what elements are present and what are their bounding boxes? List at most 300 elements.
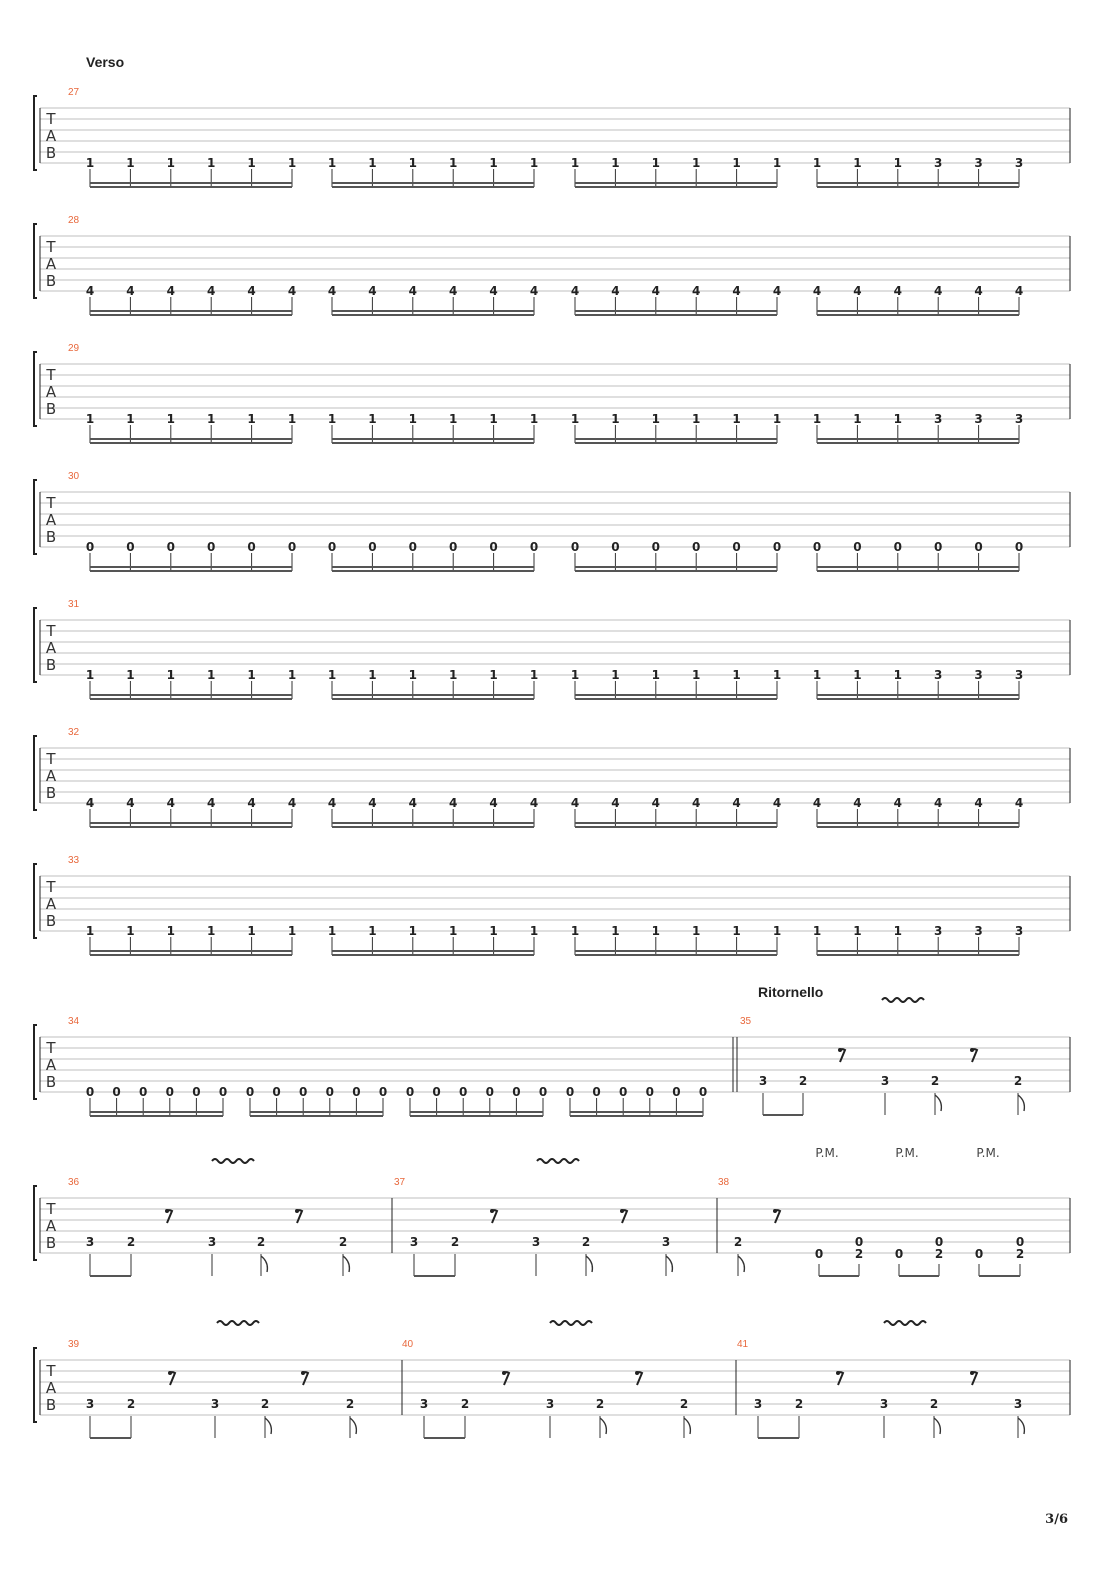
fret-number: 1 (772, 924, 782, 938)
fret-number: 3 (85, 1397, 95, 1411)
fret-number: 4 (166, 284, 175, 298)
fret-number: 1 (529, 668, 539, 682)
fret-number: 1 (368, 156, 377, 170)
fret-number: 4 (651, 796, 660, 810)
tab-clef-b: B (45, 144, 57, 162)
system-brace (34, 736, 37, 810)
fret-number: 1 (570, 412, 580, 426)
fret-number: 1 (611, 668, 620, 682)
fret-number: 4 (449, 796, 458, 810)
measure-number: 33 (68, 855, 80, 866)
fret-number: 4 (974, 796, 983, 810)
measure-number: 35 (740, 1016, 752, 1027)
fret-number: 0 (529, 540, 539, 554)
fret-number: 1 (692, 156, 701, 170)
fret-number: 1 (611, 156, 620, 170)
fret-number: 4 (1014, 796, 1024, 810)
fret-number: 3 (758, 1074, 768, 1088)
fret-number: 0 (139, 1085, 148, 1099)
fret-number: 0 (85, 1085, 95, 1099)
measure-number: 31 (68, 599, 80, 610)
fret-number: 1 (853, 412, 862, 426)
fret-number: 2 (679, 1397, 689, 1411)
fret-number: 1 (732, 924, 741, 938)
fret-number: 1 (327, 668, 337, 682)
fret-number: 1 (408, 412, 417, 426)
tab-clef-b: B (45, 656, 57, 674)
fret-number: 0 (611, 540, 620, 554)
system-brace (34, 864, 37, 938)
fret-number: 1 (529, 924, 539, 938)
tab-clef-a: A (45, 1217, 57, 1235)
measure-number: 39 (68, 1339, 80, 1350)
tab-clef-a: A (45, 767, 57, 785)
fret-number: 2 (256, 1235, 266, 1249)
fret-number: 4 (85, 284, 95, 298)
fret-number: 1 (247, 924, 256, 938)
system-brace (34, 1025, 37, 1099)
fret-number: 1 (570, 668, 580, 682)
system-brace (34, 480, 37, 554)
fret-number: 3 (545, 1397, 555, 1411)
fret-number: 3 (661, 1235, 671, 1249)
fret-number: 1 (651, 924, 660, 938)
fret-number: 4 (1014, 284, 1024, 298)
fret-number: 0 (218, 1085, 228, 1099)
fret-number: 0 (974, 1247, 984, 1261)
fret-number: 1 (207, 668, 216, 682)
fret-number: 1 (570, 924, 580, 938)
fret-number: 3 (419, 1397, 429, 1411)
fret-number: 0 (112, 1085, 121, 1099)
fret-number: 2 (126, 1397, 136, 1411)
tab-clef-b: B (45, 1396, 57, 1414)
fret-number: 1 (772, 156, 782, 170)
tab-clef-a: A (45, 895, 57, 913)
fret-number: 4 (247, 796, 256, 810)
fret-number: 1 (85, 668, 95, 682)
fret-number: 1 (126, 924, 135, 938)
fret-number: 0 (272, 1085, 281, 1099)
fret-number: 1 (327, 924, 337, 938)
fret-number: 4 (287, 284, 297, 298)
fret-number: 1 (489, 924, 498, 938)
fret-number: 0 (1015, 1235, 1025, 1249)
fret-number: 1 (327, 412, 337, 426)
fret-number: 3 (974, 156, 983, 170)
measure-number: 29 (68, 343, 80, 354)
fret-number: 2 (260, 1397, 270, 1411)
tab-clef-t: T (46, 750, 56, 768)
fret-number: 4 (651, 284, 660, 298)
fret-number: 1 (812, 412, 822, 426)
fret-number: 4 (368, 284, 377, 298)
fret-number: 4 (570, 796, 580, 810)
eighth-rest-dot (836, 1371, 840, 1375)
fret-number: 1 (408, 668, 417, 682)
fret-number: 2 (934, 1247, 944, 1261)
fret-number: 3 (934, 924, 943, 938)
tab-clef-t: T (46, 1362, 56, 1380)
fret-number: 3 (974, 924, 983, 938)
fret-number: 0 (245, 1085, 255, 1099)
system-brace (34, 224, 37, 298)
fret-number: 1 (489, 156, 498, 170)
fret-number: 2 (581, 1235, 591, 1249)
palm-mute-label: P.M. (815, 1146, 839, 1160)
eighth-rest-dot (773, 1209, 777, 1213)
fret-number: 1 (489, 412, 498, 426)
fret-number: 1 (772, 412, 782, 426)
fret-number: 3 (1014, 412, 1024, 426)
fret-number: 3 (879, 1397, 889, 1411)
fret-number: 0 (698, 1085, 708, 1099)
fret-number: 3 (1014, 156, 1024, 170)
fret-number: 0 (192, 1085, 201, 1099)
fret-number: 4 (812, 284, 822, 298)
fret-number: 1 (287, 412, 297, 426)
fret-number: 4 (287, 796, 297, 810)
fret-number: 0 (592, 1085, 601, 1099)
tab-system (34, 215, 1070, 315)
fret-number: 1 (853, 156, 862, 170)
fret-number: 0 (619, 1085, 628, 1099)
system-brace (34, 1186, 37, 1260)
tab-clef-b: B (45, 272, 57, 290)
fret-number: 1 (327, 156, 337, 170)
eighth-rest-dot (295, 1209, 299, 1213)
tab-system (34, 471, 1070, 571)
fret-number: 1 (893, 668, 902, 682)
fret-number: 0 (126, 540, 135, 554)
fret-number: 4 (934, 796, 943, 810)
eighth-rest-dot (301, 1371, 305, 1375)
fret-number: 0 (287, 540, 297, 554)
fret-number: 3 (210, 1397, 220, 1411)
fret-number: 3 (753, 1397, 763, 1411)
measure-number: 27 (68, 87, 80, 98)
fret-number: 2 (854, 1247, 864, 1261)
fret-number: 0 (368, 540, 377, 554)
fret-number: 0 (853, 540, 862, 554)
fret-number: 0 (893, 540, 902, 554)
fret-number: 4 (207, 796, 216, 810)
fret-number: 1 (812, 924, 822, 938)
fret-number: 1 (207, 412, 216, 426)
fret-number: 1 (166, 412, 175, 426)
fret-number: 1 (732, 412, 741, 426)
vibrato-mark (537, 1159, 579, 1163)
fret-number: 0 (489, 540, 498, 554)
fret-number: 4 (853, 796, 862, 810)
eighth-flag (935, 1095, 941, 1111)
measure-number: 40 (402, 1339, 414, 1350)
fret-number: 4 (732, 796, 741, 810)
fret-number: 3 (880, 1074, 890, 1088)
tab-clef-b: B (45, 1234, 57, 1252)
fret-number: 1 (408, 156, 417, 170)
fret-number: 4 (327, 796, 337, 810)
fret-number: 1 (166, 156, 175, 170)
tab-clef-t: T (46, 366, 56, 384)
fret-number: 1 (368, 668, 377, 682)
fret-number: 1 (247, 156, 256, 170)
eighth-flag (666, 1256, 672, 1272)
eighth-rest-dot (970, 1371, 974, 1375)
fret-number: 2 (338, 1235, 348, 1249)
eighth-rest-dot (970, 1048, 974, 1052)
fret-number: 1 (126, 156, 135, 170)
fret-number: 4 (126, 284, 135, 298)
fret-number: 1 (893, 924, 902, 938)
fret-number: 4 (449, 284, 458, 298)
fret-number: 4 (611, 284, 620, 298)
fret-number: 4 (368, 796, 377, 810)
fret-number: 2 (794, 1397, 804, 1411)
tab-clef-b: B (45, 912, 57, 930)
fret-number: 1 (287, 924, 297, 938)
page-number: 3/6 (1045, 1512, 1068, 1527)
tab-clef-a: A (45, 255, 57, 273)
fret-number: 2 (345, 1397, 355, 1411)
fret-number: 1 (449, 156, 458, 170)
fret-number: 1 (529, 412, 539, 426)
fret-number: 1 (449, 924, 458, 938)
tab-clef-t: T (46, 110, 56, 128)
fret-number: 0 (485, 1085, 494, 1099)
fret-number: 1 (529, 156, 539, 170)
system-brace (34, 1348, 37, 1422)
fret-number: 4 (772, 284, 782, 298)
fret-number: 1 (651, 668, 660, 682)
palm-mute-label: P.M. (895, 1146, 919, 1160)
fret-number: 0 (894, 1247, 904, 1261)
eighth-flag (1018, 1418, 1024, 1434)
fret-number: 1 (126, 668, 135, 682)
fret-number: 1 (287, 156, 297, 170)
fret-number: 0 (299, 1085, 308, 1099)
section-label-ritornello: Ritornello (758, 984, 824, 1000)
fret-number: 3 (85, 1235, 95, 1249)
fret-number: 0 (672, 1085, 681, 1099)
fret-number: 4 (489, 796, 498, 810)
fret-number: 4 (570, 284, 580, 298)
fret-number: 1 (247, 412, 256, 426)
fret-number: 1 (651, 156, 660, 170)
fret-number: 3 (934, 668, 943, 682)
eighth-rest-dot (165, 1209, 169, 1213)
fret-number: 1 (489, 668, 498, 682)
fret-number: 4 (529, 796, 539, 810)
measure-number: 30 (68, 471, 80, 482)
fret-number: 0 (459, 1085, 468, 1099)
fret-number: 3 (974, 412, 983, 426)
measure-number: 34 (68, 1016, 80, 1027)
fret-number: 1 (651, 412, 660, 426)
fret-number: 1 (368, 412, 377, 426)
fret-number: 2 (460, 1397, 470, 1411)
eighth-rest-dot (838, 1048, 842, 1052)
tab-clef-t: T (46, 238, 56, 256)
tab-clef-a: A (45, 383, 57, 401)
fret-number: 0 (408, 540, 417, 554)
fret-number: 1 (812, 668, 822, 682)
fret-number: 0 (378, 1085, 388, 1099)
fret-number: 0 (814, 1247, 824, 1261)
fret-number: 1 (732, 156, 741, 170)
fret-number: 4 (529, 284, 539, 298)
eighth-rest-dot (502, 1371, 506, 1375)
eighth-flag (1018, 1095, 1024, 1111)
fret-number: 4 (974, 284, 983, 298)
fret-number: 4 (327, 284, 337, 298)
fret-number: 0 (512, 1085, 521, 1099)
fret-number: 2 (126, 1235, 136, 1249)
fret-number: 1 (853, 924, 862, 938)
fret-number: 1 (449, 668, 458, 682)
fret-number: 0 (934, 540, 943, 554)
tab-clef-b: B (45, 1073, 57, 1091)
fret-number: 1 (166, 924, 175, 938)
fret-number: 1 (247, 668, 256, 682)
fret-number: 1 (772, 668, 782, 682)
fret-number: 4 (893, 284, 902, 298)
fret-number: 4 (692, 284, 701, 298)
fret-number: 0 (327, 540, 337, 554)
tab-system (34, 87, 1070, 187)
fret-number: 0 (812, 540, 822, 554)
fret-number: 0 (538, 1085, 548, 1099)
fret-number: 1 (166, 668, 175, 682)
fret-number: 1 (570, 156, 580, 170)
fret-number: 0 (352, 1085, 361, 1099)
fret-number: 4 (732, 284, 741, 298)
section-label-verso: Verso (86, 54, 125, 70)
fret-number: 1 (85, 412, 95, 426)
fret-number: 0 (166, 540, 175, 554)
fret-number: 1 (853, 668, 862, 682)
fret-number: 0 (449, 540, 458, 554)
vibrato-mark (550, 1321, 592, 1325)
fret-number: 1 (85, 924, 95, 938)
fret-number: 0 (565, 1085, 575, 1099)
fret-number: 3 (934, 412, 943, 426)
fret-number: 1 (85, 156, 95, 170)
eighth-flag (586, 1256, 592, 1272)
fret-number: 3 (934, 156, 943, 170)
system-brace (34, 352, 37, 426)
fret-number: 4 (247, 284, 256, 298)
fret-number: 4 (126, 796, 135, 810)
tab-system (34, 1321, 1070, 1438)
fret-number: 0 (432, 1085, 441, 1099)
fret-number: 1 (408, 924, 417, 938)
fret-number: 2 (595, 1397, 605, 1411)
tab-clef-a: A (45, 1056, 57, 1074)
fret-number: 4 (489, 284, 498, 298)
fret-number: 4 (692, 796, 701, 810)
fret-number: 1 (611, 924, 620, 938)
fret-number: 4 (853, 284, 862, 298)
fret-number: 0 (247, 540, 256, 554)
eighth-flag (261, 1256, 267, 1272)
fret-number: 1 (692, 412, 701, 426)
fret-number: 3 (1014, 668, 1024, 682)
measure-number: 36 (68, 1177, 80, 1188)
fret-number: 0 (85, 540, 95, 554)
measure-number: 37 (394, 1177, 406, 1188)
eighth-flag (934, 1418, 940, 1434)
measure-number: 41 (737, 1339, 749, 1350)
fret-number: 1 (207, 924, 216, 938)
fret-number: 0 (405, 1085, 415, 1099)
fret-number: 1 (692, 924, 701, 938)
fret-number: 1 (692, 668, 701, 682)
palm-mute-label: P.M. (976, 1146, 1000, 1160)
measure-number: 28 (68, 215, 80, 226)
tab-clef-t: T (46, 1039, 56, 1057)
tab-system (34, 998, 1070, 1116)
fret-number: 4 (772, 796, 782, 810)
fret-number: 4 (408, 796, 417, 810)
fret-number: 4 (611, 796, 620, 810)
fret-number: 4 (207, 284, 216, 298)
fret-number: 3 (1014, 924, 1024, 938)
fret-number: 1 (287, 668, 297, 682)
tab-system (34, 599, 1070, 699)
fret-number: 1 (207, 156, 216, 170)
fret-number: 1 (732, 668, 741, 682)
fret-number: 4 (893, 796, 902, 810)
fret-number: 0 (325, 1085, 334, 1099)
eighth-flag (265, 1418, 271, 1434)
fret-number: 1 (611, 412, 620, 426)
fret-number: 3 (531, 1235, 541, 1249)
tab-clef-a: A (45, 511, 57, 529)
vibrato-mark (217, 1321, 259, 1325)
fret-number: 0 (207, 540, 216, 554)
eighth-flag (684, 1418, 690, 1434)
tab-system (34, 727, 1070, 827)
fret-number: 2 (798, 1074, 808, 1088)
fret-number: 0 (1014, 540, 1024, 554)
eighth-rest-dot (620, 1209, 624, 1213)
fret-number: 1 (449, 412, 458, 426)
fret-number: 2 (450, 1235, 460, 1249)
fret-number: 0 (692, 540, 701, 554)
fret-number: 0 (165, 1085, 174, 1099)
tab-clef-a: A (45, 639, 57, 657)
tab-clef-a: A (45, 127, 57, 145)
system-brace (34, 96, 37, 170)
tab-clef-b: B (45, 528, 57, 546)
fret-number: 0 (570, 540, 580, 554)
tab-clef-t: T (46, 1200, 56, 1218)
fret-number: 3 (207, 1235, 217, 1249)
tab-system (34, 343, 1070, 443)
fret-number: 0 (772, 540, 782, 554)
fret-number: 0 (934, 1235, 944, 1249)
vibrato-mark (212, 1159, 254, 1163)
tab-clef-a: A (45, 1379, 57, 1397)
fret-number: 2 (929, 1397, 939, 1411)
tab-clef-b: B (45, 400, 57, 418)
measure-number: 32 (68, 727, 80, 738)
eighth-flag (600, 1418, 606, 1434)
fret-number: 2 (1013, 1074, 1023, 1088)
fret-number: 4 (408, 284, 417, 298)
vibrato-mark (884, 1321, 926, 1325)
